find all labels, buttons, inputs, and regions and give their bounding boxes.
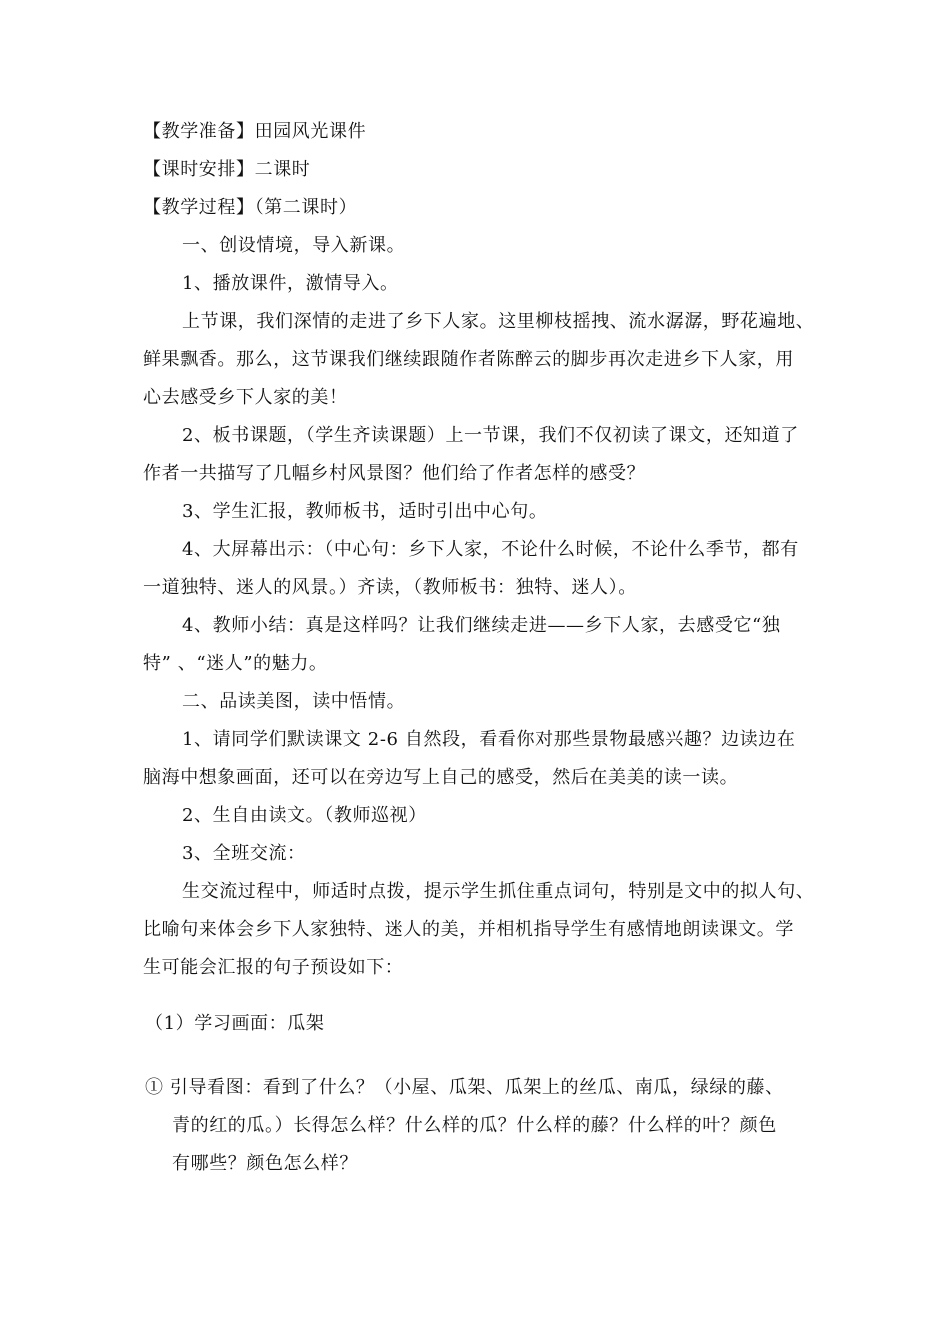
subsection-1-item1-line: 青的红的瓜。）长得怎么样？什么样的瓜？什么样的藤？什么样的叶？颜色 xyxy=(172,1115,777,1136)
section-two-step2: 2、生自由读文。（教师巡视） xyxy=(182,805,427,826)
intro-paragraph-line: 心去感受乡下人家的美！ xyxy=(143,387,348,408)
exchange-paragraph-line: 生交流过程中，师适时点拨，提示学生抓住重点词句，特别是文中的拟人句、 xyxy=(182,881,815,902)
section-one-step2-line: 作者一共描写了几幅乡村风景图？他们给了作者怎样的感受？ xyxy=(143,463,646,484)
section-one-step4b-line: 4、教师小结：真是这样吗？让我们继续走进——乡下人家，去感受它“独 xyxy=(182,615,781,636)
section-one-step4a-line: 一道独特、迷人的风景。）齐读，（教师板书：独特、迷人）。 xyxy=(143,577,637,598)
section-one-step4a-line: 4、大屏幕出示：（中心句：乡下人家，不论什么时候，不论什么季节，都有 xyxy=(182,539,799,560)
section-two-step3: 3、全班交流： xyxy=(182,843,306,864)
section-one-title: 一、创设情境，导入新课。 xyxy=(182,235,406,256)
section-two-step1-line: 1、请同学们默读课文 2-6 自然段，看看你对那些景物最感兴趣？边读边在 xyxy=(182,729,796,750)
section-one-step4b-line: 特” 、“迷人”的魅力。 xyxy=(143,653,328,674)
subsection-1-item1-line: 有哪些？颜色怎么样？ xyxy=(172,1153,358,1174)
header-teaching-preparation: 【教学准备】田园风光课件 xyxy=(143,121,367,142)
header-class-schedule: 【课时安排】二课时 xyxy=(143,159,311,180)
exchange-paragraph-line: 生可能会汇报的句子预设如下： xyxy=(143,957,404,978)
section-one-step1: 1、播放课件，激情导入。 xyxy=(182,273,399,294)
subsection-1-title: （1）学习画面：瓜架 xyxy=(145,1013,325,1034)
section-one-step2-line: 2、板书课题，（学生齐读课题）上一节课，我们不仅初读了课文，还知道了 xyxy=(182,425,799,446)
section-two-title: 二、品读美图，读中悟情。 xyxy=(182,691,406,712)
intro-paragraph-line: 上节课，我们深情的走进了乡下人家。这里柳枝摇拽、流水潺潺，野花遍地、 xyxy=(182,311,815,332)
subsection-1-item1-line: ① 引导看图：看到了什么？（小屋、瓜架、瓜架上的丝瓜、南瓜，绿绿的藤、 xyxy=(145,1077,784,1098)
section-two-step1-line: 脑海中想象画面，还可以在旁边写上自己的感受，然后在美美的读一读。 xyxy=(143,767,739,788)
section-one-step3: 3、学生汇报，教师板书，适时引出中心句。 xyxy=(182,501,548,522)
exchange-paragraph-line: 比喻句来体会乡下人家独特、迷人的美，并相机指导学生有感情地朗读课文。学 xyxy=(143,919,794,940)
intro-paragraph-line: 鲜果飘香。那么，这节课我们继续跟随作者陈醉云的脚步再次走进乡下人家，用 xyxy=(143,349,794,370)
header-teaching-process: 【教学过程】（第二课时） xyxy=(143,197,358,218)
